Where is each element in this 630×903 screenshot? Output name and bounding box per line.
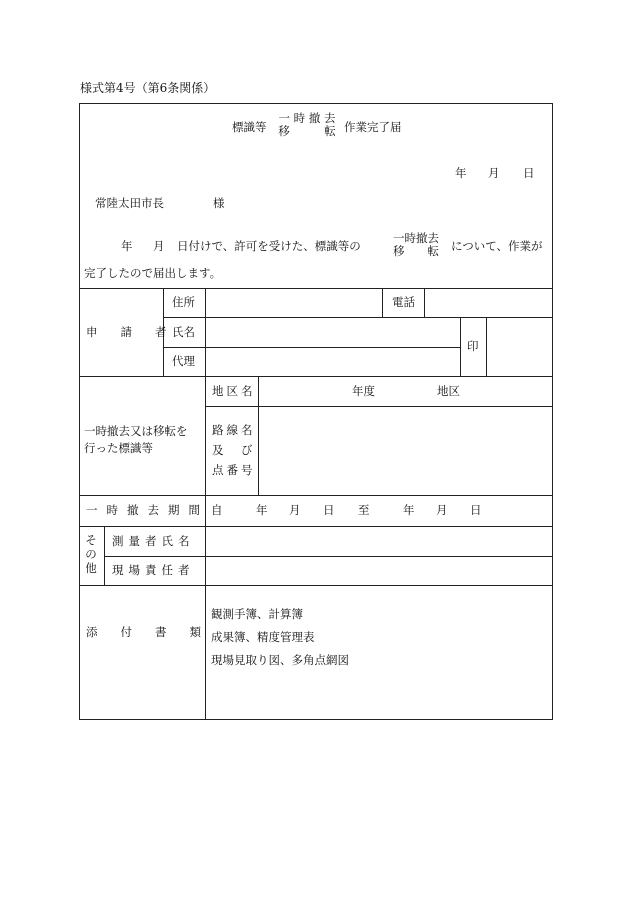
date-day: 日 [523,166,535,180]
phone-label: 電話 [392,295,415,309]
rule-seal-col-1 [460,317,461,377]
markers-label [84,423,188,456]
date-month: 月 [488,166,500,180]
seal-label: 印 [467,339,479,353]
address-input[interactable] [206,289,382,317]
district-label: 地区 [437,384,460,398]
attachment-item-2: 成果簿、精度管理表 [211,630,315,644]
name-input[interactable] [206,318,460,347]
period-from-month: 月 [289,503,301,517]
body-part2: について、作業が [451,239,543,253]
title-options [278,112,336,138]
period-label: 一時撤去期間 [86,503,209,517]
title-option-top: 一 時 撤 去 [278,111,336,125]
period-to: 至 [358,503,370,517]
body-options [386,232,446,258]
attachments-label: 添 付 書 類 [86,625,201,639]
site-manager-input[interactable] [206,557,552,585]
addressee-name: 常陸太田市長 [95,196,164,210]
rule-applicant-bottom [79,376,553,377]
phone-input[interactable] [425,289,552,317]
body-part1: 日付けで、許可を受けた、標識等の [177,239,361,253]
table-border-top [79,103,553,104]
attachment-item-3: 現場見取り図、多角点網図 [211,653,349,667]
period-from: 自 [211,503,223,517]
body-option-bottom: 移 転 [393,244,439,259]
agent-label: 代理 [172,354,195,368]
period-from-year: 年 [256,503,268,517]
addressee-honorific: 様 [213,196,225,210]
period-to-day: 日 [470,503,482,517]
period-to-month: 月 [436,503,448,517]
applicant-label: 申 請 者 [86,325,167,339]
route-label-line1: 路線名 [212,423,256,437]
route-label-line2: 及 び [212,443,256,458]
rule-other-col [104,526,105,586]
table-border-left [79,103,80,720]
body-month: 月 [153,239,165,253]
route-input[interactable] [259,407,552,495]
table-border-right [552,103,553,720]
period-to-year: 年 [403,503,415,517]
body-line2: 完了したので届出します。 [84,266,222,280]
site-manager-label: 現場責任者 [112,563,195,577]
fiscal-year-label: 年度 [352,384,375,398]
title-prefix: 標識等 [232,120,267,134]
seal-box[interactable] [487,318,552,376]
rule-markers-bottom [79,495,553,496]
district-name-label: 地区名 [212,384,256,398]
form-number: 様式第4号（第6条関係） [80,81,216,95]
body-option-top: 一時撤去 [393,231,439,245]
other-label: その他 [85,533,97,575]
attachments-list [211,603,349,672]
name-label: 氏名 [172,325,195,339]
surveyor-label: 測量者氏名 [112,534,195,548]
table-border-bottom [79,719,553,720]
address-label: 住所 [172,295,195,309]
route-label [212,420,256,480]
attachment-item-1: 観測手簿、計算簿 [211,607,303,621]
body-year: 年 [121,239,133,253]
agent-input[interactable] [206,348,460,376]
title-option-bottom: 移 転 [278,124,336,139]
rule-phone-col-1 [382,288,383,318]
title-suffix: 作業完了届 [344,120,402,134]
markers-label-line1: 一時撤去又は移転を [84,424,188,438]
period-from-day: 日 [323,503,335,517]
surveyor-input[interactable] [206,527,552,555]
route-label-line3: 点番号 [212,463,256,478]
markers-label-line2: 行った標識等 [84,440,153,455]
date-year: 年 [455,166,467,180]
rule-other-bottom [79,585,553,586]
